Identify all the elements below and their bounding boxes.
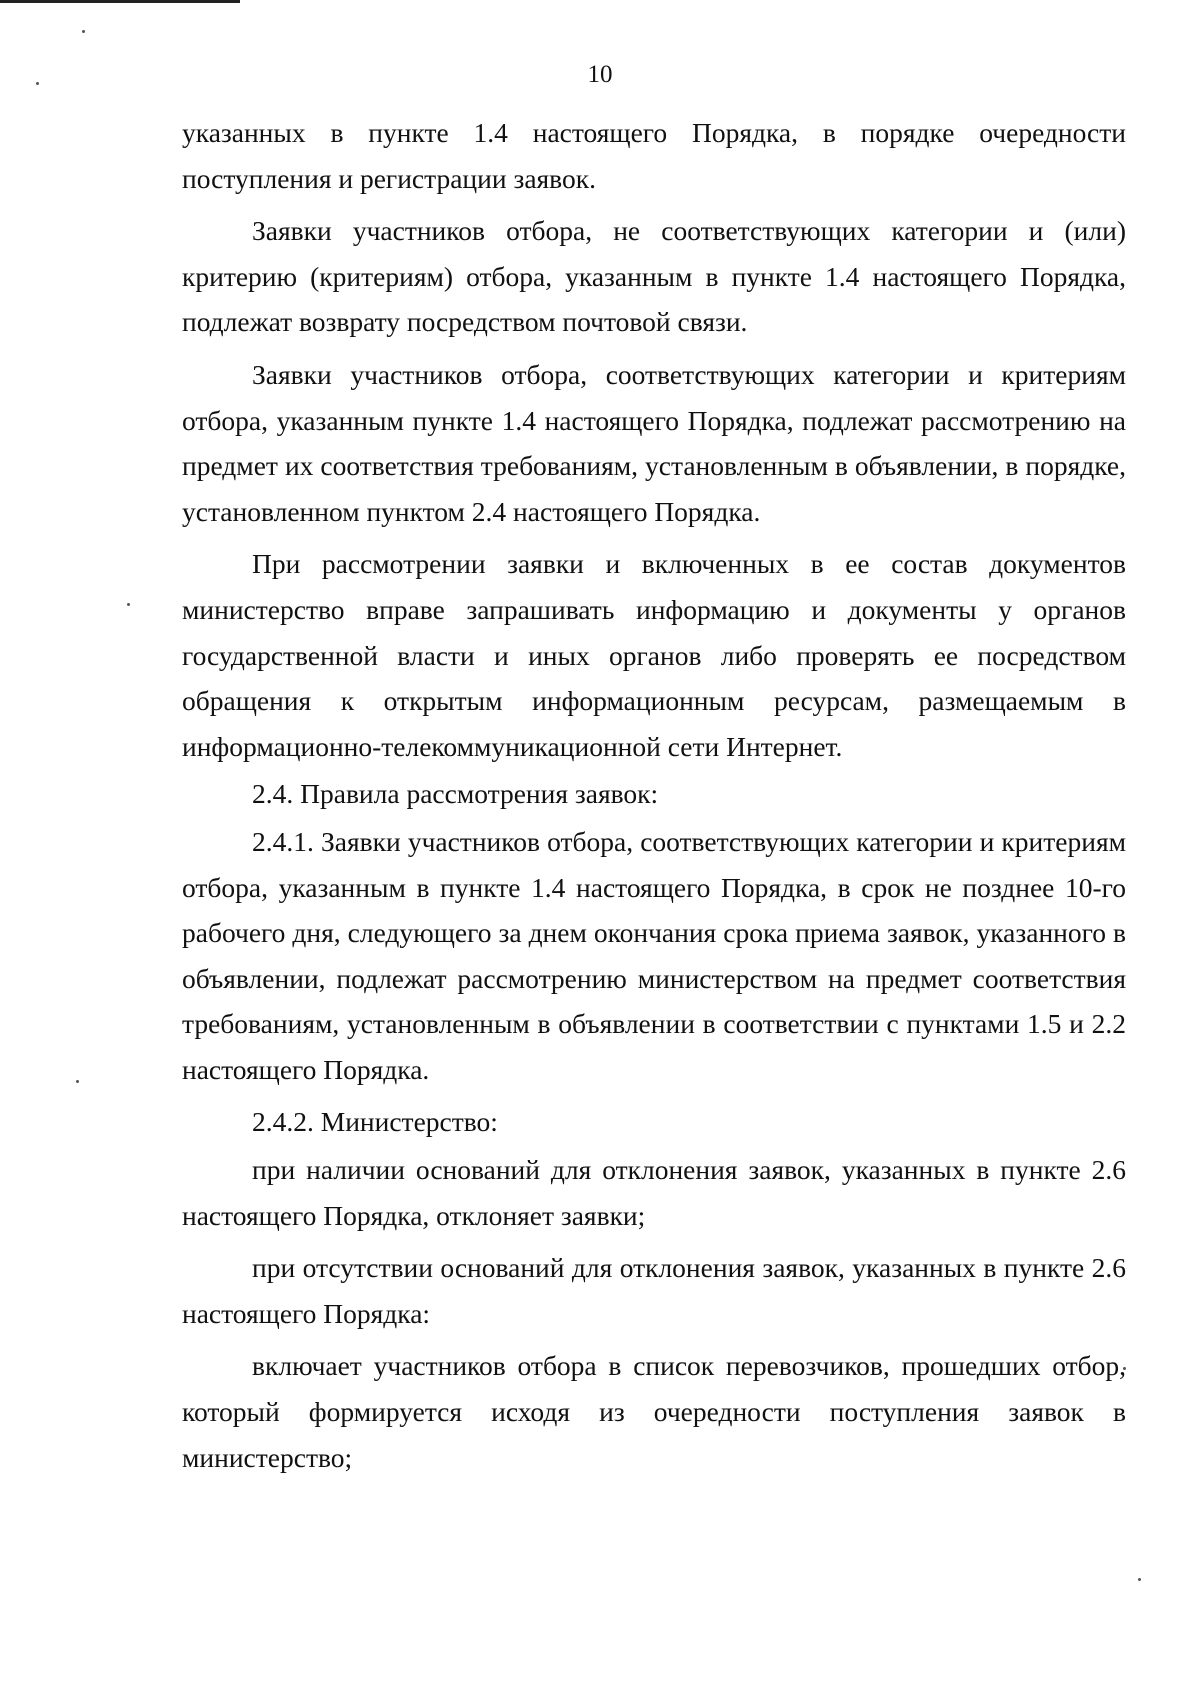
- clause-2-4-2: 2.4.2. Министерство:: [252, 1106, 498, 1138]
- item-rejection: при наличии оснований для отклонения заявок, указанных в пункте 2.6 настоящего Порядка, отклоняет заявки;: [182, 1154, 1126, 1231]
- scan-speck: [82, 30, 85, 33]
- section-heading-2-4: 2.4. Правила рассмотрения заявок:: [252, 778, 659, 810]
- paragraph-applications-review: Заявки участников отбора, соответствующих категории и критериям отбора, указанным пункте 1.4 настоящего Порядка, подлежат рассмотрению на предмет их соответствия требованиям, установленным в объявлении, в порядке, установленном пунктом 2.4 настоящего Порядка.: [182, 358, 1126, 527]
- scan-speck: [76, 1080, 79, 1083]
- scan-edge-mark: [0, 0, 240, 3]
- item-carrier-list: включает участников отбора в список перевозчиков, прошедших отбор, который формируется исходя из очередности поступления заявок в министерство;: [182, 1350, 1126, 1473]
- clause-2-4-1: 2.4.1. Заявки участников отбора, соответствующих категории и критериям отбора, указанным в пункте 1.4 настоящего Порядка, в срок не позднее 10-го рабочего дня, следующего за днем окончания срока приема заявок, указанного в объявлении, подлежат рассмотрению министерством на предмет соответствия требованиям, установленным в объявлении в соответствии с пунктами 1.5 и 2.2 настоящего Порядка.: [182, 825, 1126, 1085]
- document-body: [182, 110, 1126, 1480]
- scan-speck: [127, 603, 130, 606]
- item-no-grounds: при отсутствии оснований для отклонения заявок, указанных в пункте 2.6 настоящего Порядка:: [182, 1252, 1126, 1329]
- scan-speck: [1138, 1578, 1141, 1581]
- paragraph-continuation: указанных в пункте 1.4 настоящего Порядка, в порядке очередности поступления и регистрации заявок.: [182, 117, 1126, 194]
- page-number: 10: [587, 61, 613, 88]
- paragraph-information-requests: При рассмотрении заявки и включенных в ее состав документов министерство вправе запрашивать информацию и документы у органов государственной власти и иных органов либо проверять ее посредством обращения к открытым информационным ресурсам, размещаемым в информационно-телекоммуникационной сети Интернет.: [182, 548, 1126, 762]
- paragraph-return-of-applications: Заявки участников отбора, не соответствующих категории и (или) критерию (критериям) отбора, указанным в пункте 1.4 настоящего Порядка, подлежат возврату посредством почтовой связи.: [182, 215, 1126, 338]
